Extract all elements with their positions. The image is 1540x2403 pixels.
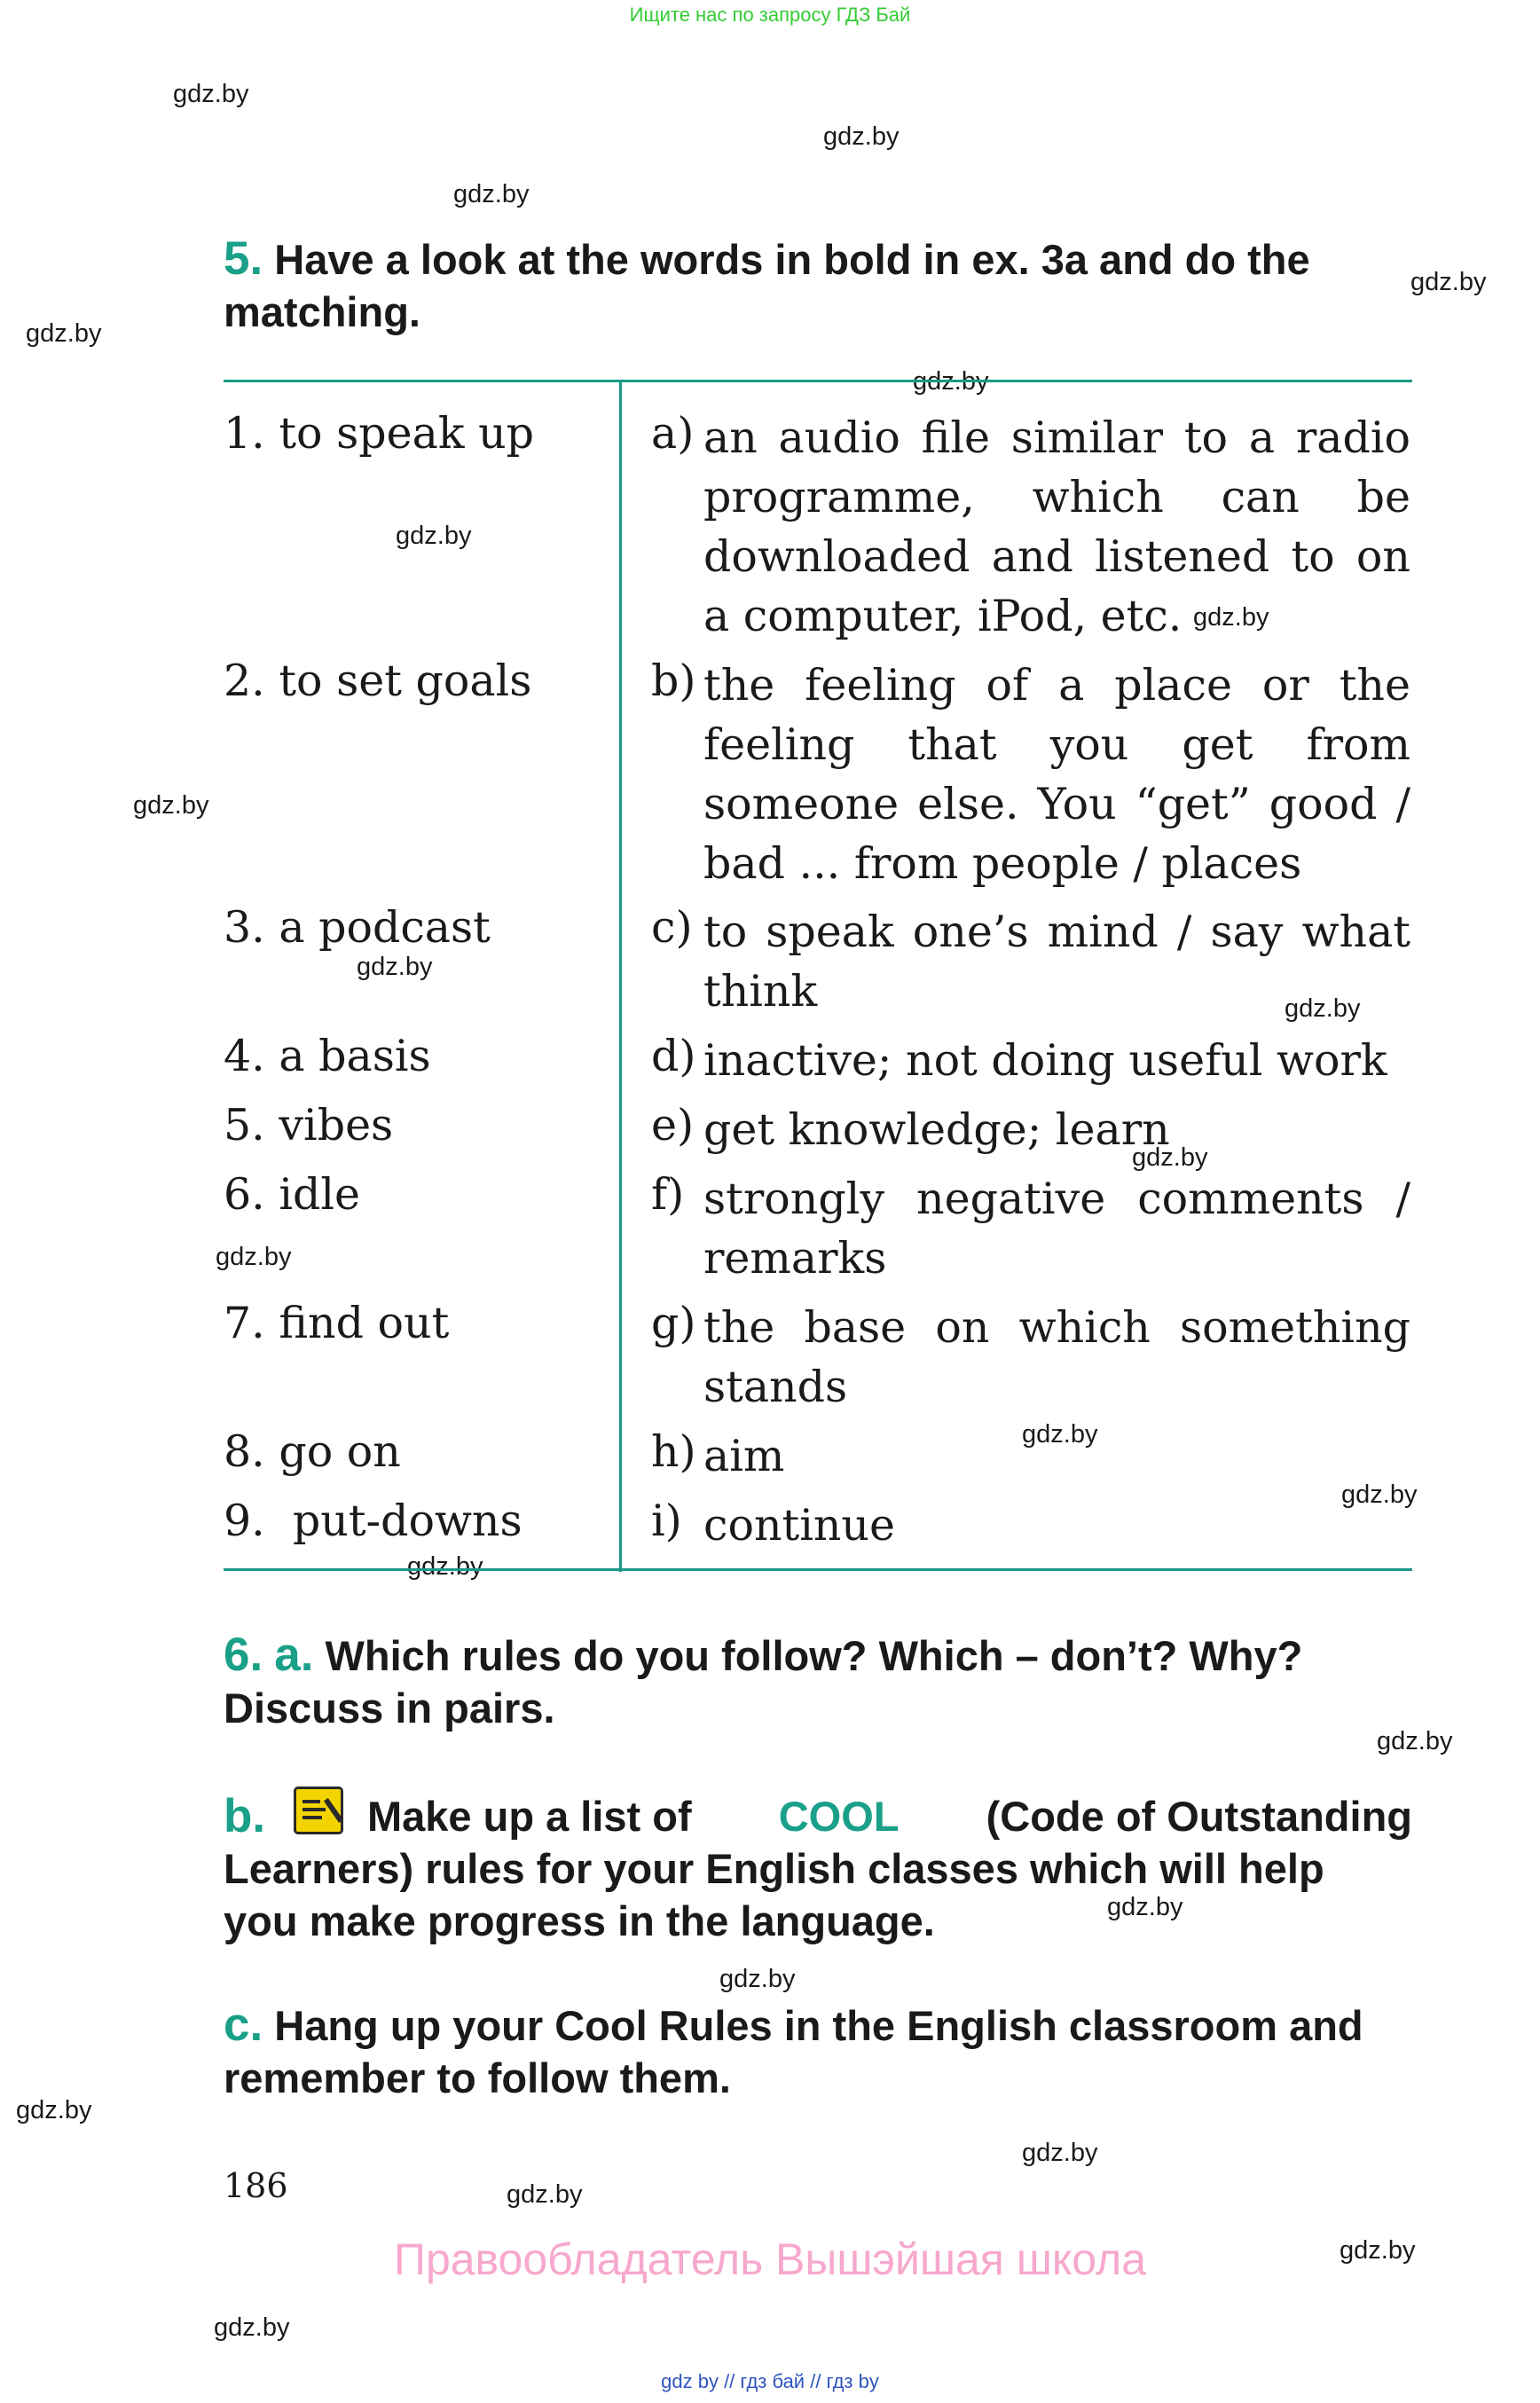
definition-text: an audio file similar to a radio programme, which can be downloaded and listened to on a computer, iPod, etc. [703,412,1410,641]
watermark: gdz.by [173,80,249,108]
definition-letter: e) [651,1100,695,1150]
watermark: gdz.by [1022,2139,1098,2167]
list-item: 8. go on [224,1426,401,1477]
definition-text: aim [703,1431,785,1481]
instruction-line: Discuss in pairs. [224,1684,555,1732]
copyright-notice: Правообладатель Вышэйшая школа [394,2234,1146,2284]
task-label: a. [274,1629,314,1681]
instruction-line: matching. [224,288,420,335]
watermark: gdz.by [507,2180,583,2209]
definition-letter: h) [651,1426,696,1477]
exercise-6c [224,1999,1412,2104]
definition-text: to speak one’s mind / say what think [703,907,1410,1017]
instruction-line: remember to follow them. [224,2054,731,2101]
list-item: 1. to speak up [224,408,535,459]
watermark: gdz.by [453,180,530,208]
watermark: gdz.by [913,367,989,396]
definition-letter: b) [651,656,696,706]
definition-text: get knowledge; learn [703,1104,1170,1155]
exercise-number: 6. [224,1629,263,1681]
watermark: gdz.by [719,1965,796,1993]
list-item: 7. find out [224,1298,450,1348]
table-column-divider [619,380,622,1572]
cool-acronym: COOL [778,1793,900,1840]
definition-letter: f) [651,1169,685,1220]
list-item: 5. vibes [224,1100,394,1150]
footer-links[interactable]: gdz by // гдз бай // гдз by [661,2370,879,2392]
exercise-number: 5. [224,232,263,285]
instruction-line: Which rules do you follow? Which – don’t? Why? [325,1632,1303,1679]
watermark: gdz.by [396,522,472,550]
definition-text: inactive; not doing useful work [703,1035,1387,1086]
list-item: 9. put-downs [224,1496,522,1546]
task-label: c. [224,1999,263,2051]
table-top-rule [224,380,1412,382]
list-item: 2. to set goals [224,656,532,706]
watermark: gdz.by [16,2096,92,2124]
watermark: gdz.by [214,2313,290,2342]
instruction-text: (Code of Outstanding [986,1793,1412,1840]
instruction-line: Have a look at the words in bold in ex. 3a and do the [274,236,1310,283]
exercise-5-heading [224,232,1412,338]
watermark: gdz.by [1132,1143,1208,1172]
watermark: gdz.by [357,953,433,981]
list-item: 3. a podcast [224,902,491,953]
page-number: 186 [224,2166,288,2205]
watermark: gdz.by [133,791,209,820]
exercise-6a [224,1629,1412,1734]
definition-text: strongly negative comments / remarks [703,1174,1410,1284]
exercise-6b [224,1790,1412,1947]
list-item: 4. a basis [224,1031,431,1081]
watermark: gdz.by [1340,2236,1416,2265]
watermark: gdz.by [1022,1420,1098,1449]
watermark: gdz.by [26,319,102,348]
watermark: gdz.by [1285,994,1361,1023]
top-banner[interactable]: Ищите нас по запросу ГДЗ Бай [629,4,911,26]
instruction-line: Hang up your Cool Rules in the English classroom and [274,2002,1363,2049]
watermark: gdz.by [1341,1480,1418,1509]
definition-letter: i) [651,1496,682,1546]
watermark: gdz.by [1377,1727,1453,1755]
task-label: b. [224,1790,266,1842]
watermark: gdz.by [216,1243,292,1271]
definition-letter: g) [651,1298,696,1348]
watermark: gdz.by [1193,603,1269,632]
list-item: 6. idle [224,1169,361,1220]
watermark: gdz.by [1410,268,1487,296]
definition-text: the base on which something stands [703,1302,1410,1412]
instruction-line: Learners) rules for your English classes which will help [224,1845,1324,1892]
watermark: gdz.by [1107,1893,1183,1921]
definition-letter: a) [651,408,695,459]
watermark: gdz.by [823,122,900,151]
table-bottom-rule [224,1568,1412,1571]
definition-text: the feeling of a place or the feeling that you get from someone else. You “get” good / bad ... from people / places [703,660,1410,889]
instruction-text: Make up a list of [367,1793,692,1840]
instruction-line: you make progress in the language. [224,1897,935,1944]
definition-letter: c) [651,902,693,953]
definition-letter: d) [651,1031,696,1081]
watermark: gdz.by [407,1552,483,1581]
definition-text: continue [703,1500,895,1551]
